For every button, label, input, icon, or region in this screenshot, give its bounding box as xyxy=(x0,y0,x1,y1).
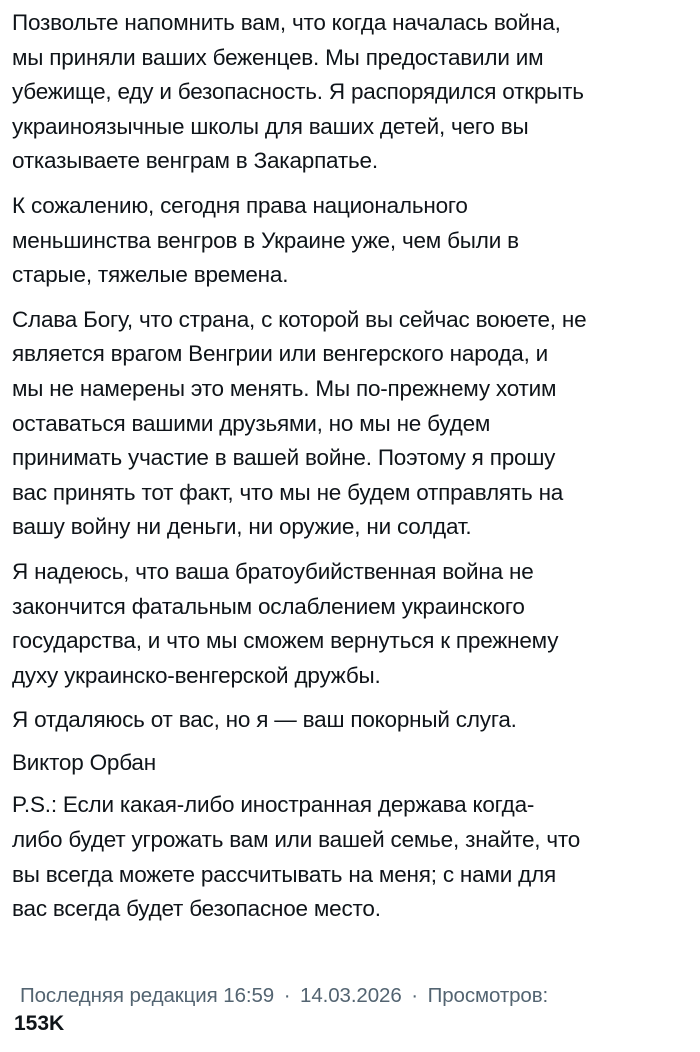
views-count: 153K xyxy=(14,1012,65,1035)
separator: · xyxy=(411,984,418,1007)
post-paragraph: P.S.: Если какая-либо иностранная держава когда- либо будет угрожать вам или вашей семье, знайте, что вы всегда можете рассчитывать на меня; с нами для вас всегда будет безопасное место. xyxy=(12,792,581,922)
post-time[interactable]: 16:59 xyxy=(223,984,275,1007)
separator: · xyxy=(283,984,291,1007)
post-metadata xyxy=(20,982,690,1010)
post-body xyxy=(12,6,692,937)
post-paragraph: Я надеюсь, что ваша братоубийственная война не закончится фатальным ослаблением украинского государства, и что мы сможем вернуться к прежнему духу украинско-венгерской дружбы. xyxy=(12,558,559,688)
post-date[interactable]: 14.03.2026 xyxy=(300,984,402,1007)
post-paragraph: Я отдаляюсь от вас, но я — ваш покорный слуга. xyxy=(12,707,517,733)
post-paragraph: Позвольте напомнить вам, что когда началась война, мы приняли ваших беженцев. Мы предоставили им убежище, еду и безопасность. Я распорядился открыть украиноязычные школы для ваших детей, чего вы отказываете венграм в Закарпатье. xyxy=(12,10,584,174)
post-paragraph: Слава Богу, что страна, с которой вы сейчас воюете, не является врагом Венгрии или венгерского народа, и мы не намерены это менять. Мы по-прежнему хотим оставаться вашими друзьями, но мы не будем принимать участие в вашей войне. Поэтому я прошу вас принять тот факт, что мы не будем отправлять на вашу войну ни деньги, ни оружие, ни солдат. xyxy=(12,306,587,540)
edited-label[interactable]: Последняя редакция xyxy=(20,984,218,1007)
views-label: Просмотров: xyxy=(427,984,549,1007)
post-paragraph: К сожалению, сегодня права национального меньшинства венгров в Украине уже, чем были в старые, тяжелые времена. xyxy=(12,192,519,288)
post-signature: Виктор Орбан xyxy=(12,749,156,775)
